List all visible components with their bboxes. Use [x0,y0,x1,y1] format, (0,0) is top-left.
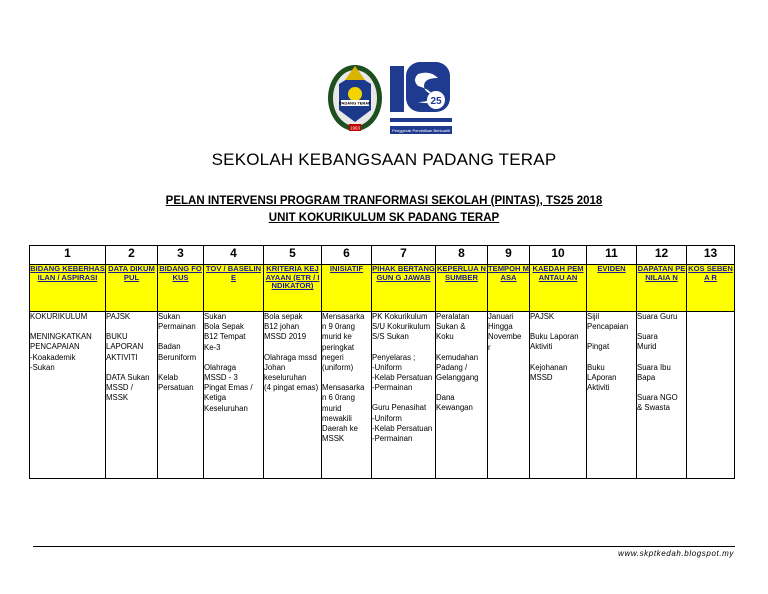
cell-text: Suara [637,332,658,342]
column-number: 9 [488,246,530,265]
table-cell [204,312,264,479]
logos-area [0,58,768,138]
column-header-row [30,265,735,312]
cell-text: mewakili [322,413,352,423]
column-number: 8 [436,246,488,265]
table-row [30,312,735,479]
column-header: KOS SEBENA R [687,265,735,312]
column-header: DATA DIKUMPUL [106,265,158,312]
footer-divider [33,546,735,547]
cell-text: Ketiga [204,393,227,403]
column-header: KEPERLUA N SUMBER [436,265,488,312]
column-header: INISIATIF [322,265,372,312]
cell-spacer [372,343,435,353]
column-header: TEMPOH MASA [488,265,530,312]
cell-text: Dana [436,393,455,403]
column-header: DAPATAN PENILAIA N [637,265,687,312]
cell-text: MSSK [322,434,345,444]
cell-text: Aktiviti [530,342,553,352]
cell-text: Pingat Emas / [204,383,253,393]
cell-text: Januari [488,312,514,321]
cell-text: Koku [436,332,454,342]
cell-text: -Permainan [372,383,413,393]
cell-text: Keseluruhan [204,403,248,413]
cell-text: Johan [264,362,286,372]
plan-title-block [0,193,768,227]
cell-text: Aktiviti [587,383,610,393]
cell-text: Gelanggang [436,373,479,383]
cell-text: Kewangan [436,403,473,413]
cell-text: (4 pingat emas) [264,383,319,393]
column-number-row [30,246,735,265]
cell-text: & Swasta [637,403,670,413]
column-number: 4 [204,246,264,265]
cell-spacer [637,383,686,393]
cell-text: MENINGKATKAN [30,332,92,342]
cell-text: Suara NGO [637,393,678,403]
cell-text: keseluruhan [264,373,307,383]
cell-text: Sukan & [436,322,466,332]
cell-spacer [436,343,487,353]
table-cell [158,312,204,479]
cell-text: MSSD 2019 [264,332,307,342]
cell-text: negeri [322,352,344,362]
svg-text:1963: 1963 [349,125,361,131]
cell-text: Peralatan [436,312,470,321]
cell-text: MSSD - 3 [204,373,238,383]
cell-text: Ke-3 [204,342,221,352]
cell-spacer [30,322,105,332]
column-number: 1 [30,246,106,265]
cell-text: Persatuan [158,383,194,393]
table-cell [587,312,637,479]
cell-text: Guru Penasihat [372,403,427,413]
cell-text: Suara Ibu [637,362,671,372]
ts25-logo-icon [388,60,454,136]
cell-text: Buku [587,362,605,372]
cell-spacer [158,332,203,342]
cell-text: Mensasarka [322,383,365,393]
cell-text: Permainan [158,322,196,332]
table-cell [106,312,158,479]
cell-text: PK Kokurikulum [372,312,428,321]
table-cell [264,312,322,479]
column-header: KRITERIA KEJAYAAN (ETR / INDIKATOR) [264,265,322,312]
cell-text: -Permainan [372,434,413,444]
cell-text: MSSD / [106,383,133,393]
cell-text: Padang / [436,362,468,372]
cell-text: MSSD [530,372,553,382]
svg-text:25: 25 [430,96,442,107]
cell-text: peringkat [322,342,355,352]
cell-text: B12 Tempat [204,332,246,342]
school-crest-icon [325,58,385,136]
column-number: 7 [372,246,436,265]
table-cell [488,312,530,479]
cell-text: Suara Guru [637,312,678,321]
cell-text: -Uniform [372,413,402,423]
column-header: KAEDAH PEMANTAU AN [530,265,587,312]
column-number: 5 [264,246,322,265]
cell-text: Olahraga [204,362,237,372]
table-cell [637,312,687,479]
column-header: EVIDEN [587,265,637,312]
cell-text: Bola Sepak [204,322,244,332]
cell-spacer [587,332,636,342]
column-number: 10 [530,246,587,265]
cell-text: -Kelab Persatuan [372,373,433,383]
table-cell [322,312,372,479]
cell-spacer [106,363,157,373]
cell-text: r [488,342,491,352]
cell-text: n 9 0rang [322,322,355,332]
column-header: BIDANG KEBERHASILAN / ASPIRASI [30,265,106,312]
footer-url: www.skptkedah.blogspot.my [618,549,734,558]
cell-spacer [106,322,157,332]
cell-text: (uniform) [322,363,354,373]
cell-text: -Sukan [30,362,55,372]
cell-text: Pencapaian [587,322,629,332]
cell-text: BUKU [106,332,128,342]
column-number: 3 [158,246,204,265]
cell-spacer [637,322,686,332]
cell-spacer [264,343,321,353]
cell-text: Buku Laporan [530,332,579,342]
cell-text: S/S Sukan [372,332,409,342]
cell-text: Sijil [587,312,600,321]
cell-text: Novembe [488,332,522,342]
cell-text: Bola sepak [264,312,303,321]
cell-text: -Koakademik [30,352,76,362]
cell-text: Sukan [158,312,181,321]
cell-text: Daerah ke [322,424,358,434]
column-number: 12 [637,246,687,265]
cell-text: PENCAPAIAN [30,342,80,352]
school-name-title: SEKOLAH KEBANGSAAN PADANG TERAP [211,150,557,169]
cell-spacer [637,353,686,363]
column-number: 13 [687,246,735,265]
cell-text: Penyelaras ; [372,352,416,362]
cell-text: Hingga [488,322,513,332]
cell-text: PAJSK [530,312,555,321]
cell-text: Kemudahan [436,352,479,362]
cell-text: Badan [158,342,181,352]
cell-spacer [322,373,371,383]
cell-text: n 6 0rang [322,393,355,403]
column-number: 11 [587,246,637,265]
cell-text: KOKURIKULUM [30,312,88,321]
cell-text: LAporan [587,372,617,382]
cell-text: PAJSK [106,312,131,321]
cell-text: murid ke [322,332,352,342]
column-header: TOV / BASELINE [204,265,264,312]
cell-text: -Uniform [372,362,402,372]
table-cell [436,312,488,479]
cell-text: LAPORAN [106,342,144,352]
cell-text: Murid [637,342,657,352]
cell-text: Beruniform [158,352,197,362]
cell-spacer [158,363,203,373]
cell-text: B12 johan [264,322,300,332]
table-cell [30,312,106,479]
column-number: 6 [322,246,372,265]
cell-text: Mensasarka [322,312,365,321]
cell-text: DATA Sukan [106,372,150,382]
table-cell [530,312,587,479]
svg-text:PADANG TERAP: PADANG TERAP [339,100,371,106]
cell-spacer [530,353,586,363]
cell-spacer [587,353,636,363]
table-cell [372,312,436,479]
cell-text: MSSK [106,393,129,403]
cell-text: murid [322,403,342,413]
column-header: BIDANG FOKUS [158,265,204,312]
svg-text:Penggerak Pendidikan Berkualit: Penggerak Pendidikan Berkualiti [392,128,450,133]
cell-text: Olahraga mssd [264,352,317,362]
cell-text: Bapa [637,372,656,382]
column-number: 2 [106,246,158,265]
intervention-table [29,245,735,479]
cell-text: -Kelab Persatuan [372,423,433,433]
plan-title: PELAN INTERVENSI PROGRAM TRANFORMASI SEKOLAH (PINTAS), TS25 2018 [165,195,603,207]
cell-text: Kejohanan [530,362,568,372]
cell-text: Kelab [158,372,178,382]
cell-spacer [372,393,435,403]
cell-text: AKTIVITI [106,352,138,362]
column-header: PIHAK BERTANGGUN G JAWAB [372,265,436,312]
unit-title: UNIT KOKURIKULUM SK PADANG TERAP [268,212,500,224]
cell-text: S/U Kokurikulum [372,322,431,332]
cell-spacer [530,322,586,332]
cell-spacer [436,383,487,393]
cell-spacer [204,353,263,363]
cell-text: Sukan [204,312,227,321]
cell-text: Pingat [587,342,610,352]
table-cell [687,312,735,479]
